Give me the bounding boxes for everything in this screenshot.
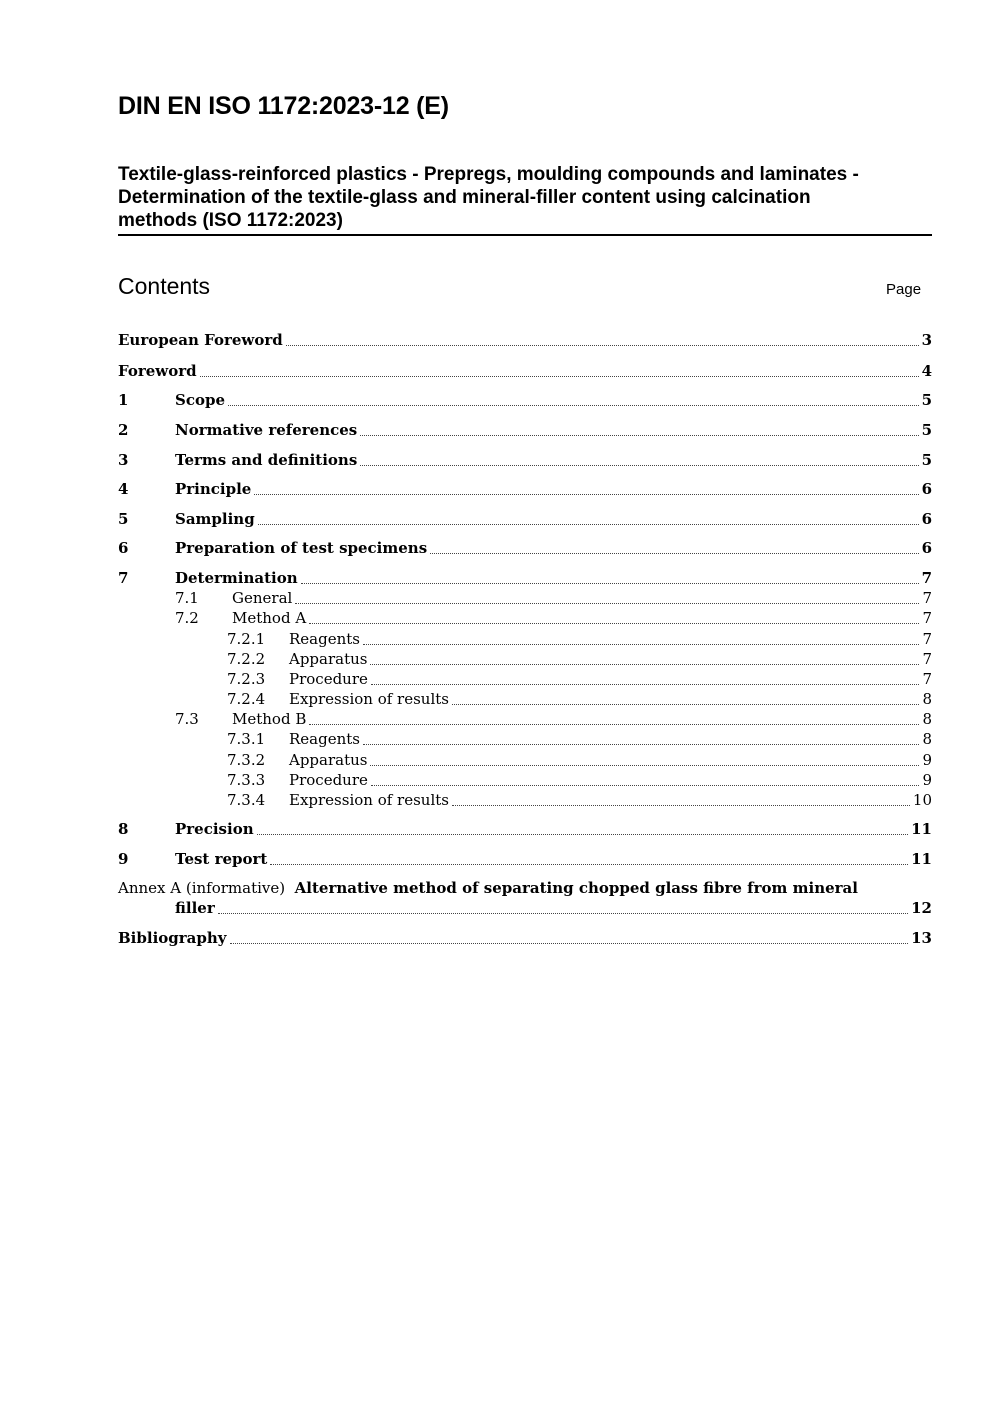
toc-entry-label: Apparatus (289, 751, 368, 769)
toc-entry[interactable] (118, 539, 932, 559)
toc-dot-leader (371, 684, 920, 685)
toc-entry-number: 7.2.2 (227, 650, 266, 668)
toc-dot-leader (371, 785, 920, 786)
toc-entry-label: Scope (175, 391, 226, 409)
toc-dot-leader (363, 644, 919, 645)
annex-prefix: Annex A (informative) (118, 879, 286, 897)
toc-entry-page: 5 (921, 421, 932, 439)
toc-entry-label: General (232, 589, 293, 607)
subtitle-line: methods (ISO 1172:2023) (118, 210, 343, 231)
toc-entry-number: 2 (118, 421, 129, 439)
toc-entry-number: 9 (118, 850, 129, 868)
toc-entry-number: 7.2.1 (227, 630, 266, 648)
document-title: DIN EN ISO 1172:2023-12 (E) (118, 92, 449, 120)
toc-entry-page: 11 (911, 820, 932, 838)
toc-entry-label: Expression of results (289, 791, 449, 809)
toc-dot-leader (360, 435, 918, 436)
toc-entry-label: Foreword (118, 362, 197, 380)
toc-entry[interactable] (118, 929, 932, 949)
toc-entry-page: 3 (921, 331, 932, 349)
toc-entry-label: Bibliography (118, 929, 227, 947)
toc-entry-label: Principle (175, 480, 252, 498)
toc-entry-label: Procedure (289, 670, 368, 688)
toc-dot-leader (452, 805, 910, 806)
toc-entry-page: 7 (922, 650, 932, 668)
toc-entry-number: 1 (118, 391, 129, 409)
toc-dot-leader (218, 913, 908, 914)
toc-entry[interactable] (227, 771, 932, 791)
toc-entry-label: European Foreword (118, 331, 283, 349)
subtitle-line: Determination of the textile-glass and mineral-filler content using calcination (118, 187, 811, 208)
toc-entry[interactable] (175, 589, 932, 609)
toc-entry-label: Determination (175, 569, 298, 587)
toc-entry-number: 7.3.2 (227, 751, 266, 769)
toc-dot-leader (370, 664, 919, 665)
toc-entry-number: 7.2.4 (227, 690, 266, 708)
toc-entry[interactable] (118, 421, 932, 441)
toc-entry[interactable] (227, 670, 932, 690)
toc-entry[interactable] (118, 569, 932, 589)
toc-entry[interactable] (118, 451, 932, 471)
toc-dot-leader (254, 494, 918, 495)
toc-dot-leader (309, 623, 919, 624)
toc-entry-label: Method A (232, 609, 307, 627)
toc-entry[interactable] (175, 609, 932, 629)
toc-entry-number: 7.2.3 (227, 670, 266, 688)
toc-entry-number: 8 (118, 820, 129, 838)
toc-entry-page: 11 (911, 850, 932, 868)
toc-entry-number: 3 (118, 451, 129, 469)
toc-entry-label: Preparation of test specimens (175, 539, 428, 557)
toc-entry-label: Method B (232, 710, 307, 728)
toc-entry-page: 5 (921, 391, 932, 409)
toc-entry-label: Sampling (175, 510, 255, 528)
toc-entry-page: 9 (922, 751, 932, 769)
toc-dot-leader (452, 704, 919, 705)
toc-entry-page: 12 (911, 899, 932, 917)
toc-entry-page: 7 (922, 589, 932, 607)
toc-entry-page: 8 (922, 710, 932, 728)
toc-entry[interactable] (118, 331, 932, 351)
toc-entry-number: 5 (118, 510, 129, 528)
toc-entry[interactable] (118, 820, 932, 840)
toc-entry-page: 5 (921, 451, 932, 469)
toc-entry-page: 13 (911, 929, 932, 947)
toc-dot-leader (228, 405, 919, 406)
toc-entry-number: 7.3.4 (227, 791, 266, 809)
toc-entry-page: 8 (922, 730, 932, 748)
toc-entry[interactable] (227, 630, 932, 650)
toc-entry-number: 7.2 (175, 609, 199, 627)
toc-entry-page: 7 (922, 670, 932, 688)
toc-entry-number: 6 (118, 539, 129, 557)
toc-entry-label: Apparatus (289, 650, 368, 668)
toc-entry-label: Reagents (289, 630, 360, 648)
toc-dot-leader (370, 765, 919, 766)
toc-entry[interactable] (175, 710, 932, 730)
toc-entry[interactable] (118, 480, 932, 500)
toc-entry-page: 7 (921, 569, 932, 587)
toc-entry-label: Terms and definitions (175, 451, 358, 469)
toc-entry[interactable] (118, 510, 932, 530)
toc-entry[interactable] (227, 690, 932, 710)
annex-title: Alternative method of separating chopped glass fibre from mineral (294, 879, 858, 897)
toc-entry[interactable] (227, 650, 932, 670)
toc-entry-page: 7 (922, 609, 932, 627)
toc-dot-leader (363, 744, 919, 745)
toc-entry-page: 6 (921, 510, 932, 528)
toc-entry[interactable] (227, 751, 932, 771)
subtitle-line: Textile-glass-reinforced plastics - Prepregs, moulding compounds and laminates - (118, 164, 859, 185)
toc-entry[interactable] (227, 730, 932, 750)
toc-entry-page: 8 (922, 690, 932, 708)
toc-dot-leader (257, 834, 909, 835)
toc-dot-leader (200, 376, 919, 377)
toc-entry-number: 7.1 (175, 589, 199, 607)
toc-dot-leader (270, 864, 908, 865)
toc-entry-page: 10 (912, 791, 932, 809)
toc-dot-leader (230, 943, 909, 944)
toc-dot-leader (258, 524, 919, 525)
toc-entry-number: 7.3 (175, 710, 199, 728)
toc-dot-leader (430, 553, 918, 554)
toc-entry-label: Normative references (175, 421, 358, 439)
toc-entry-label: Procedure (289, 771, 368, 789)
toc-entry-number: 7.3.1 (227, 730, 266, 748)
toc-entry[interactable] (118, 850, 932, 870)
toc-entry-label: Expression of results (289, 690, 449, 708)
toc-entry-label: Precision (175, 820, 254, 838)
toc-dot-leader (286, 345, 919, 346)
toc-entry-page: 6 (921, 480, 932, 498)
toc-dot-leader (309, 724, 919, 725)
contents-heading: Contents (118, 273, 211, 299)
toc-entry-page: 4 (921, 362, 932, 380)
toc-dot-leader (301, 583, 919, 584)
toc-dot-leader (295, 603, 919, 604)
toc-dot-leader (360, 465, 918, 466)
toc-entry-label: filler (175, 899, 215, 917)
toc-entry-number: 4 (118, 480, 129, 498)
toc-entry-page: 9 (922, 771, 932, 789)
toc-entry[interactable] (118, 362, 932, 382)
toc-entry-number: 7 (118, 569, 129, 587)
toc-entry-label: Test report (175, 850, 268, 868)
toc-entry-page: 7 (922, 630, 932, 648)
toc-entry[interactable] (227, 791, 932, 811)
toc-entry[interactable] (175, 899, 932, 919)
toc-entry-page: 6 (921, 539, 932, 557)
toc-entry[interactable] (118, 391, 932, 411)
toc-entry-label: Reagents (289, 730, 360, 748)
page-column-label: Page (886, 281, 922, 298)
toc-entry-number: 7.3.3 (227, 771, 266, 789)
